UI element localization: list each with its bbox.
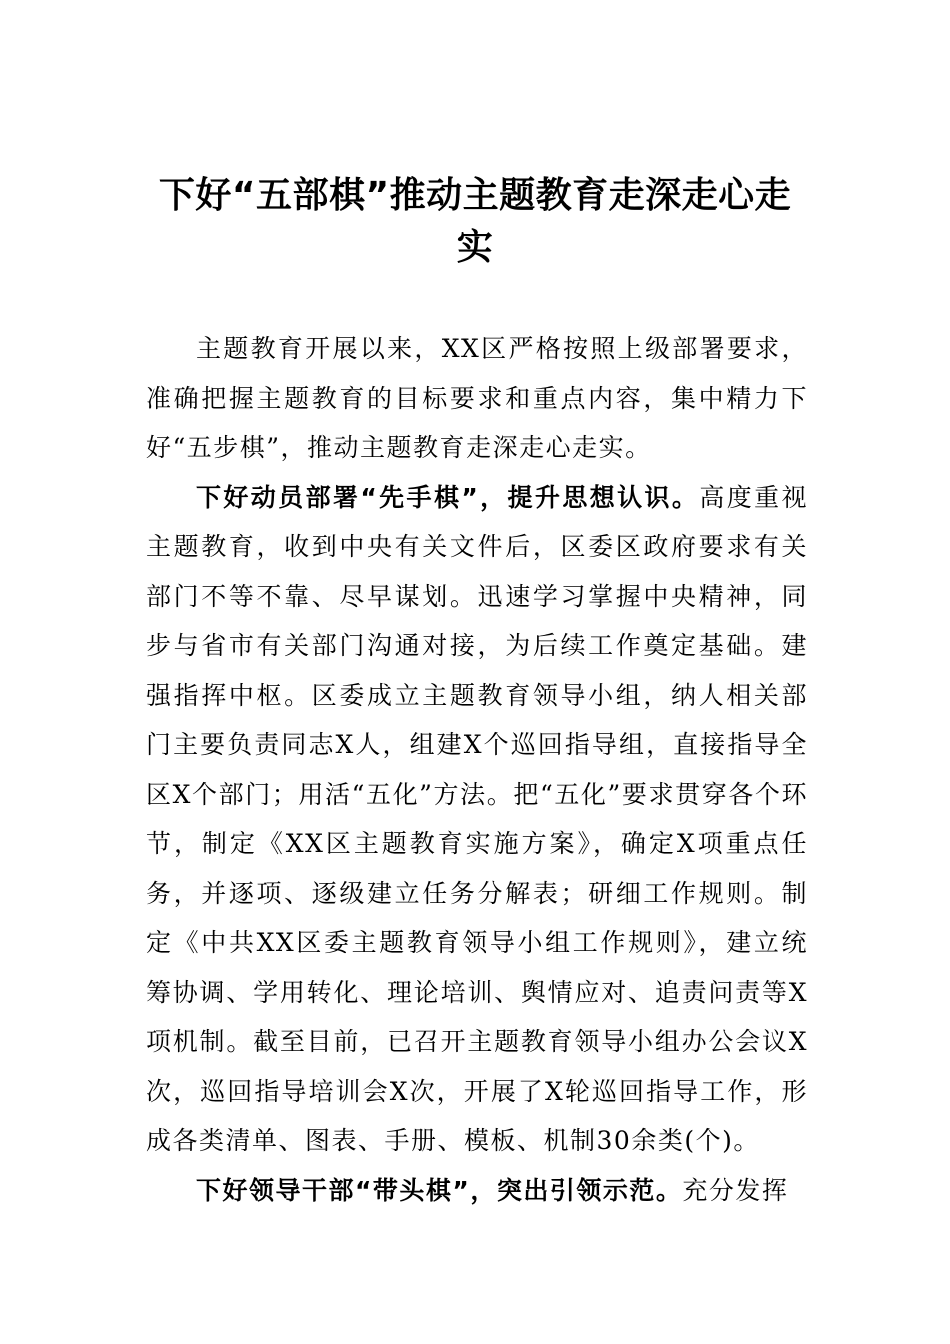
paragraph-text: 高度重视主题教育，收到中央有关文件后，区委区政府要求有关部门不等不靠、尽早谋划。迅速学习掌握中央精神，同步与省市有关部门沟通对接，为后续工作奠定基础。建强指挥中枢。区委成立主题教育领导小组，纳人相关部门主要负责同志X人，组建X个巡回指导组，直接指导全区X个部门；用活“五化”方法。把“五化”要求贯穿各个环节，制定《XX区主题教育实施方案》，确定X项重点任务，并逐项、逐级建立任务分解表；研细工作规则。制定《中共XX区委主题教育领导小组工作规则》，建立统筹协调、学用转化、理论培训、舆情应对、追责问责等X项机制。截至目前，已召开主题教育领导小组办公会议X次，巡回指导培训会X次，开展了X轮巡回指导工作，形成各类清单、图表、手册、模板、机制30余类(个)。 <box>146 482 808 1155</box>
paragraph-intro <box>146 324 808 473</box>
paragraph-text: 充分发挥 <box>682 1175 789 1205</box>
paragraph-leadership <box>146 1166 808 1216</box>
paragraph-text: 主题教育开展以来，XX区严格按照上级部署要求，准确把握主题教育的目标要求和重点内容，集中精力下好“五步棋”，推动主题教育走深走心走实。 <box>146 334 808 462</box>
paragraph-mobilization <box>146 473 808 1166</box>
document-body <box>146 324 808 1215</box>
paragraph-heading: 下好领导干部“带头棋”，突出引领示范。 <box>196 1175 683 1205</box>
paragraph-heading: 下好动员部署“先手棋”，提升思想认识。 <box>196 482 700 512</box>
document-title: 下好“五部棋”推动主题教育走深走心走实 <box>158 175 792 268</box>
